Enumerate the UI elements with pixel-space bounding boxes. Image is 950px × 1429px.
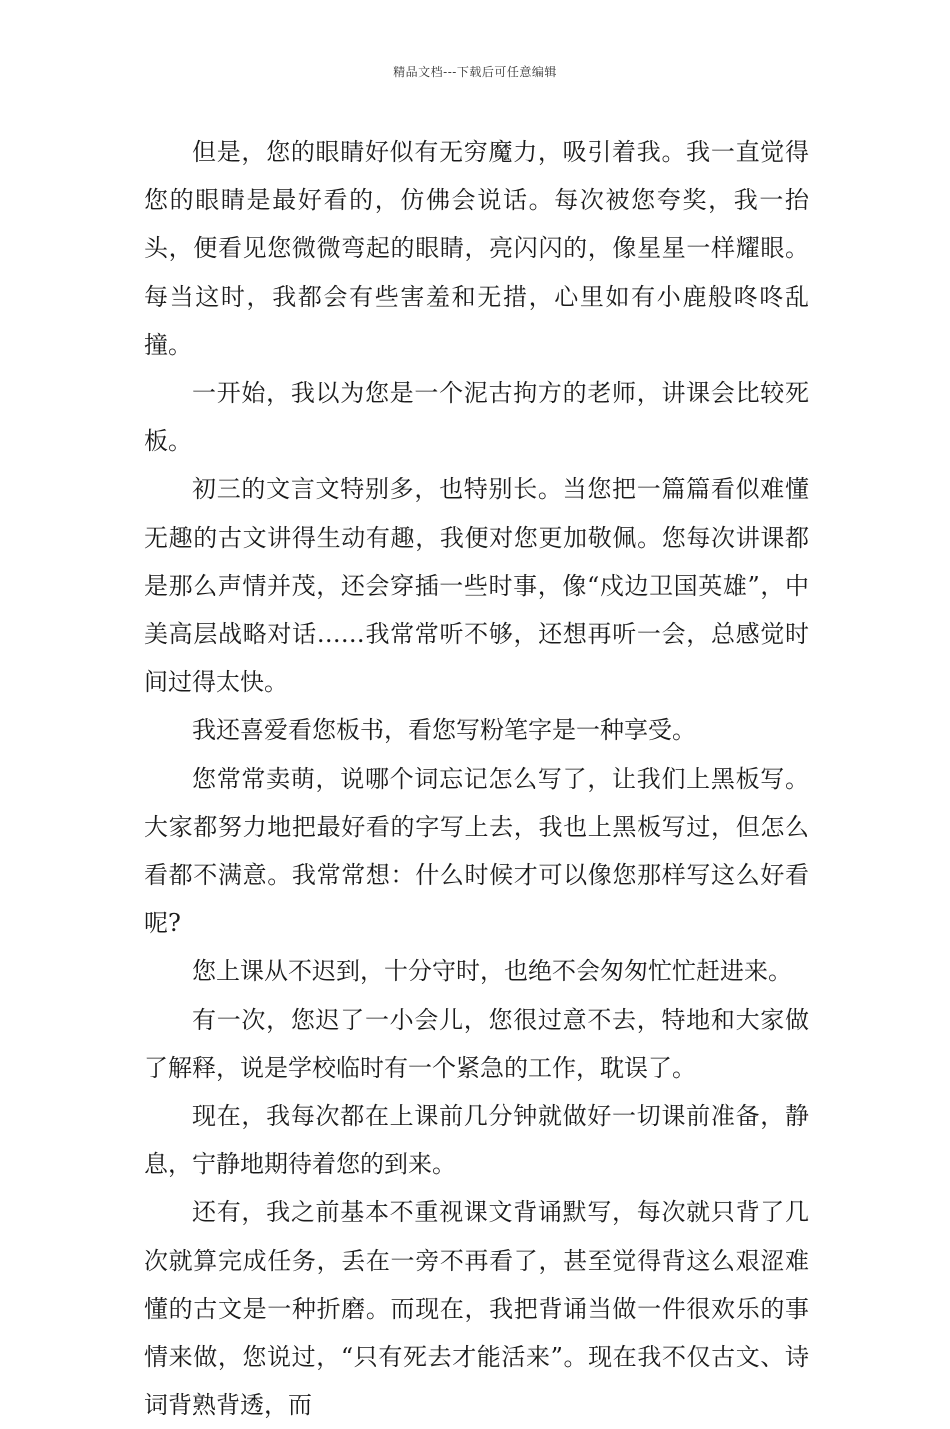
paragraph-7: 有一次，您迟了一小会儿，您很过意不去，特地和大家做了解释，说是学校临时有一个紧急的工作，耽误了。 — [144, 1005, 809, 1082]
paragraph-9: 还有，我之前基本不重视课文背诵默写，每次就只背了几次就算完成任务，丢在一旁不再看了，甚至觉得背这么艰涩难懂的古文是一种折磨。而现在，我把背诵当做一件很欢乐的事情来做，您说过，“只有死去才能活来”。现在我不仅古文、诗词背熟背透，而 — [144, 1198, 809, 1420]
paragraph-6: 您上课从不迟到，十分守时，也绝不会匆匆忙忙赶进来。 — [192, 957, 792, 986]
paragraph-8: 现在，我每次都在上课前几分钟就做好一切课前准备，静息，宁静地期待着您的到来。 — [144, 1102, 809, 1179]
paragraph-4: 我还喜爱看您板书，看您写粉笔字是一种享受。 — [192, 716, 696, 745]
page-header: 精品文档---下载后可任意编辑 — [393, 65, 557, 79]
paragraph-3: 初三的文言文特别多，也特别长。当您把一篇篇看似难懂无趣的古文讲得生动有趣，我便对您更加敬佩。您每次讲课都是那么声情并茂，还会穿插一些时事，像“戍边卫国英雄”，中美高层战略对话……我常常听不够，还想再听一会，总感觉时间过得太快。 — [144, 475, 809, 697]
paragraph-5: 您常常卖萌，说哪个词忘记怎么写了，让我们上黑板写。大家都努力地把最好看的字写上去，我也上黑板写过，但怎么看都不满意。我常常想：什么时候才可以像您那样写这么好看呢? — [144, 764, 809, 938]
document-body — [144, 128, 809, 1429]
paragraph-1: 但是，您的眼睛好似有无穷魔力，吸引着我。我一直觉得您的眼睛是最好看的，仿佛会说话。每次被您夸奖，我一抬头，便看见您微微弯起的眼睛，亮闪闪的，像星星一样耀眼。每当这时，我都会有些害羞和无措，心里如有小鹿般咚咚乱撞。 — [144, 138, 809, 359]
paragraph-2: 一开始，我以为您是一个泥古拘方的老师，讲课会比较死板。 — [144, 379, 809, 456]
